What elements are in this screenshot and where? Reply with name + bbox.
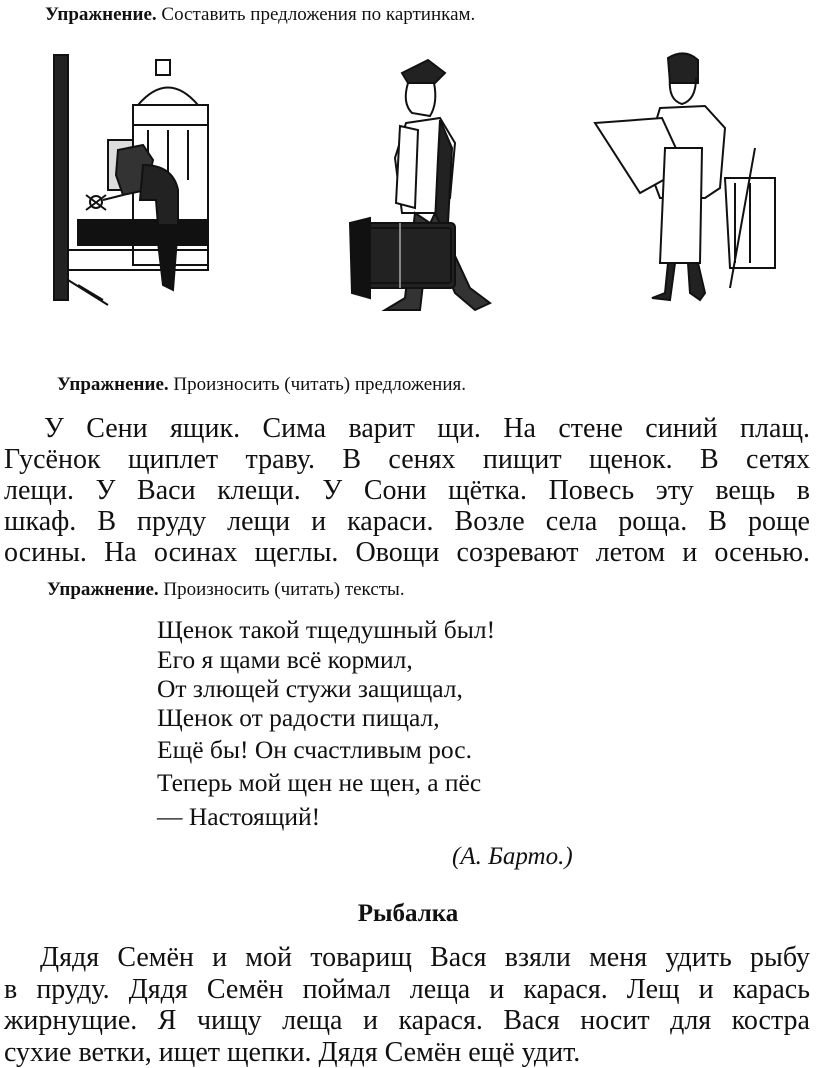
poem-line: Ещё бы! Он счастливым рос. (157, 735, 472, 765)
exercise-3-heading (47, 579, 405, 601)
story-line: в пруду. Дядя Семён поймал леща и карася. Лещ и карась (4, 974, 810, 1006)
poem-author: (А. Барто.) (452, 843, 573, 871)
exercise-1-label: Упражнение. (45, 4, 157, 25)
exercise-2-text: Произносить (читать) предложения. (173, 374, 466, 395)
story-line: сухие ветки, ищет щепки. Дядя Семён ещё удит. (4, 1037, 810, 1068)
exercise-3-text: Произносить (читать) тексты. (163, 579, 404, 600)
poem-line: Щенок такой тщедушный был! (157, 615, 495, 645)
exercise-2-label: Упражнение. (57, 374, 169, 395)
story-title: Рыбалка (0, 900, 816, 928)
story-line: жирнущие. Я чищу леща и карася. Вася носит для костра (4, 1005, 810, 1037)
sentence-line: осины. На осинах щеглы. Овощи созревают летом и осенью. (4, 537, 810, 568)
exercise-1-heading (45, 4, 475, 26)
welder-illustration (48, 50, 218, 312)
sentences-paragraph (4, 413, 810, 568)
sentence-line: У Сени ящик. Сима варит щи. На стене синий плащ. (4, 413, 810, 444)
glazier-illustration (590, 48, 780, 310)
poem-line: — Настоящий! (157, 802, 320, 832)
sentence-line: Гусёнок щиплет траву. В сенях пищит щенок. В сетях (4, 444, 810, 475)
exercise-2-heading (57, 374, 466, 396)
poem-line: Его я щами всё кормил, (157, 645, 413, 675)
sentence-line: лещи. У Васи клещи. У Сони щётка. Повесь эту вещь в (4, 475, 810, 506)
man-with-suitcase-illustration (340, 48, 500, 323)
poem-line: Щенок от радости пищал, (157, 703, 440, 733)
story-paragraph (4, 942, 810, 1068)
exercise-1-text: Составить предложения по картинкам. (161, 4, 475, 25)
sentence-line: шкаф. В пруду лещи и караси. Возле села роща. В роще (4, 506, 810, 537)
poem-line: От злющей стужи защищал, (157, 674, 463, 704)
story-line: Дядя Семён и мой товарищ Вася взяли меня удить рыбу (4, 942, 810, 974)
exercise-3-label: Упражнение. (47, 579, 159, 600)
poem-line: Теперь мой щен не щен, а пёс (157, 768, 481, 798)
